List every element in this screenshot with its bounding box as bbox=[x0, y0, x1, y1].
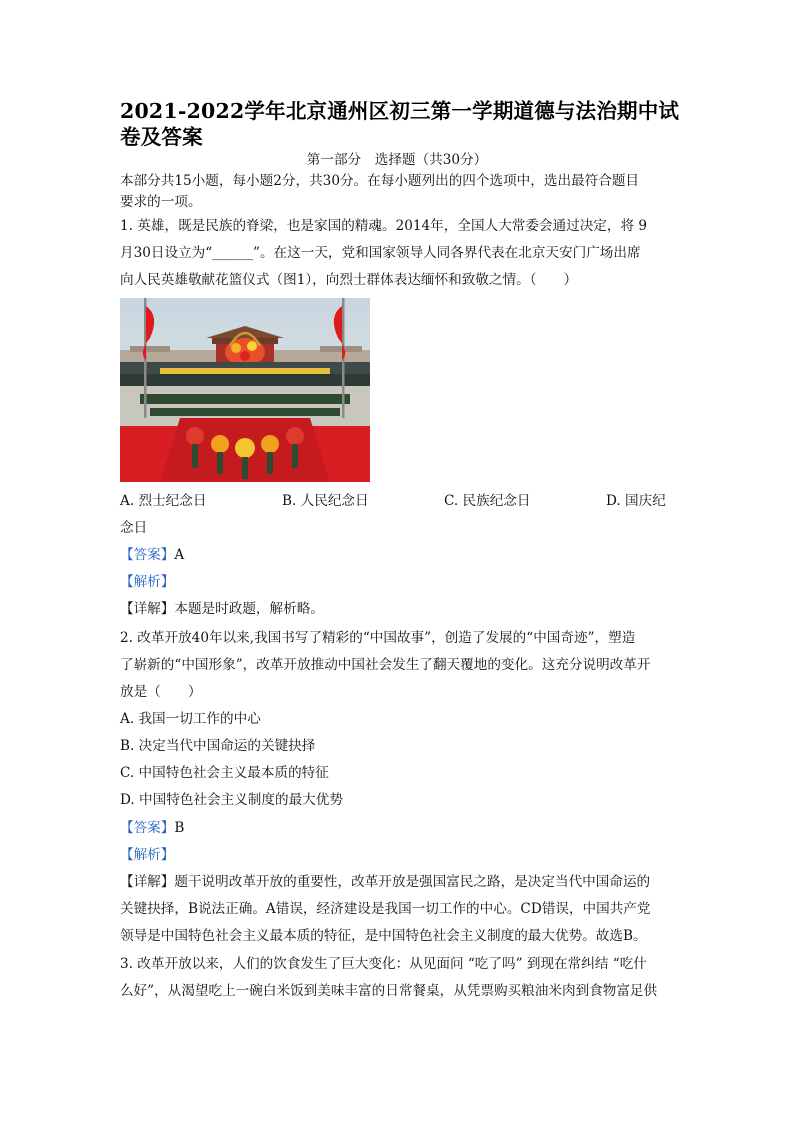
q3-stem-line-2: 么好”，从渴望吃上一碗白米饭到美味丰富的日常餐桌，从凭票购买粮油米肉到食物富足供 bbox=[120, 983, 658, 999]
q2-detail-text-1: 题干说明改革开放的重要性，改革开放是强国富民之路，是决定当代中国命运的 bbox=[174, 874, 651, 890]
q2-detail-label: 【详解】 bbox=[120, 874, 175, 890]
q3-stem-line-1: 3. 改革开放以来，人们的饮食发生了巨大变化：从见面问 “吃了吗” 到现在常纠结 “吃什 bbox=[120, 956, 647, 972]
q2-answer-label: 【答案】 bbox=[120, 820, 175, 836]
intro-line-1: 本部分共15小题，每小题2分，共30分。在每小题列出的四个选项中，选出最符合题目 bbox=[120, 173, 640, 189]
q2-answer-value: B bbox=[174, 820, 185, 836]
q1-ceremony-photo bbox=[120, 298, 370, 482]
q1-detail-label: 【详解】 bbox=[120, 601, 175, 617]
section-heading: 第一部分 选择题（共30分） bbox=[306, 152, 488, 168]
q1-option-a: A. 烈士纪念日 bbox=[120, 493, 207, 509]
q2-option-d: D. 中国特色社会主义制度的最大优势 bbox=[120, 792, 343, 808]
q1-answer bbox=[120, 545, 675, 565]
document-title bbox=[120, 98, 680, 150]
q2-analysis bbox=[120, 845, 675, 865]
q2-detail-line-2: 关键抉择，B说法正确。A错误，经济建设是我国一切工作的中心。CD错误，中国共产党 bbox=[120, 901, 651, 917]
q1-stem-line-1: 1. 英雄，既是民族的脊梁，也是家国的精魂。2014年，全国人大常委会通过决定，将 9 bbox=[120, 218, 648, 234]
intro-line-2: 要求的一项。 bbox=[120, 194, 202, 210]
q1-option-b: B. 人民纪念日 bbox=[282, 493, 369, 509]
q1-analysis-label: 【解析】 bbox=[120, 574, 175, 590]
q1-option-c: C. 民族纪念日 bbox=[444, 493, 531, 509]
q1-option-d-continued: 念日 bbox=[120, 520, 148, 536]
q2-analysis-label: 【解析】 bbox=[120, 847, 175, 863]
q1-answer-value: A bbox=[174, 547, 185, 563]
q1-stem-line-2: 月30日设立为“______”。在这一天，党和国家领导人同各界代表在北京天安门广场出席 bbox=[120, 245, 641, 261]
q2-option-b: B. 决定当代中国命运的关键抉择 bbox=[120, 738, 316, 754]
q1-answer-label: 【答案】 bbox=[120, 547, 175, 563]
title-line-1: 2021-2022学年北京通州区初三第一学期道德与法治期中试 bbox=[120, 99, 680, 123]
q2-option-c: C. 中国特色社会主义最本质的特征 bbox=[120, 765, 329, 781]
q1-analysis bbox=[120, 572, 675, 592]
q2-detail-line-1 bbox=[120, 872, 675, 892]
q1-option-d: D. 国庆纪 bbox=[606, 493, 666, 509]
q2-option-a: A. 我国一切工作的中心 bbox=[120, 711, 261, 727]
q1-detail bbox=[120, 599, 675, 619]
q2-answer bbox=[120, 818, 675, 838]
q2-stem-line-2: 了崭新的“中国形象”，改革开放推动中国社会发生了翻天覆地的变化。这充分说明改革开 bbox=[120, 657, 651, 673]
q2-stem-line-3: 放是（ ） bbox=[120, 684, 202, 700]
q2-stem-line-1: 2. 改革开放40年以来,我国书写了精彩的“中国故事”，创造了发展的“中国奇迹”，塑造 bbox=[120, 630, 636, 646]
title-line-2: 卷及答案 bbox=[120, 125, 203, 149]
q1-stem-line-3: 向人民英雄敬献花篮仪式（图1），向烈士群体表达缅怀和致敬之情。（ ） bbox=[120, 272, 578, 288]
q2-detail-line-3: 领导是中国特色社会主义最本质的特征，是中国特色社会主义制度的最大优势。故选B。 bbox=[120, 928, 647, 944]
q1-detail-text: 本题是时政题，解析略。 bbox=[174, 601, 324, 617]
